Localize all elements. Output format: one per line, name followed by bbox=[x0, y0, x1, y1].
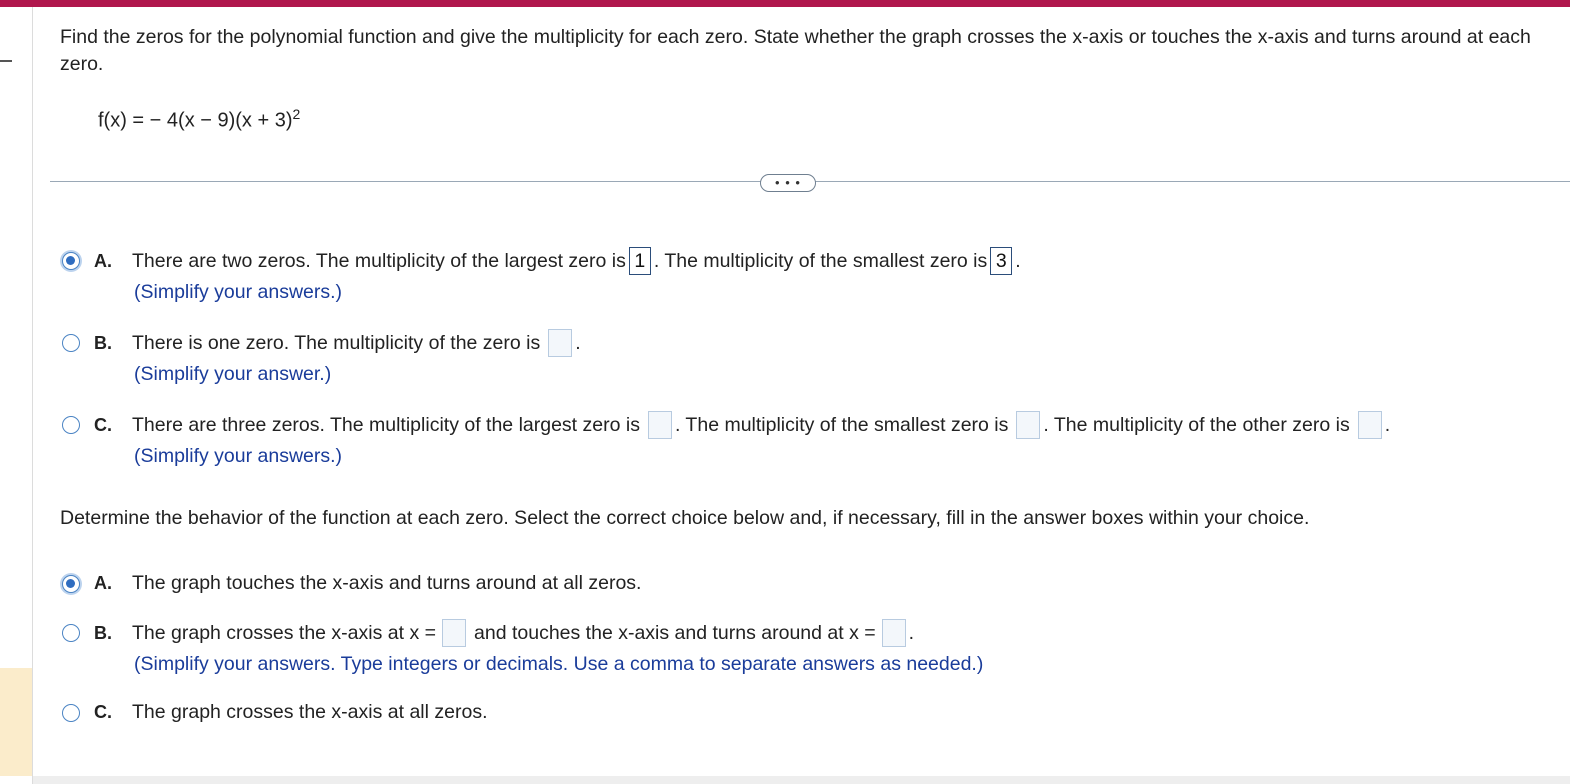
function-expression bbox=[98, 106, 300, 133]
collapse-handle[interactable] bbox=[0, 60, 12, 62]
choice-part1-c[interactable] bbox=[62, 411, 1390, 468]
choice-text: . The multiplicity of the other zero is bbox=[1043, 413, 1350, 436]
answer-box-smallest-multiplicity[interactable] bbox=[1016, 411, 1040, 439]
choice-letter: C. bbox=[94, 702, 112, 722]
choice-part2-c[interactable] bbox=[62, 701, 488, 724]
choice-text: . bbox=[1384, 413, 1391, 436]
choice-hint: (Simplify your answers. Type integers or decimals. Use a comma to separate answers as needed.) bbox=[134, 653, 984, 675]
behavior-prompt: Determine the behavior of the function at each zero. Select the correct choice below and, if necessary, fill in the answer boxes within your choice. bbox=[60, 507, 1310, 529]
choice-part1-b[interactable] bbox=[62, 329, 581, 386]
radio-part1-b[interactable] bbox=[62, 334, 80, 352]
answer-box-crosses-x[interactable] bbox=[442, 619, 466, 647]
answer-box-smallest-multiplicity[interactable]: 3 bbox=[990, 247, 1012, 275]
function-exponent: 2 bbox=[292, 106, 301, 122]
choice-text: and touches the x-axis and turns around at x = bbox=[474, 621, 876, 644]
choice-hint: (Simplify your answers.) bbox=[134, 445, 343, 467]
choice-text: . The multiplicity of the smallest zero is bbox=[674, 413, 1009, 436]
answer-box-largest-multiplicity[interactable] bbox=[648, 411, 672, 439]
answer-box-other-multiplicity[interactable] bbox=[1358, 411, 1382, 439]
radio-part1-c[interactable] bbox=[62, 416, 80, 434]
choice-part2-a[interactable] bbox=[62, 572, 641, 595]
choice-hint: (Simplify your answer.) bbox=[134, 363, 332, 385]
choice-text: There are three zeros. The multiplicity of the largest zero is bbox=[132, 413, 640, 436]
choice-text: The graph crosses the x-axis at all zeros. bbox=[132, 701, 488, 723]
radio-part2-a[interactable] bbox=[62, 575, 80, 593]
choice-text: . bbox=[908, 621, 915, 644]
bottom-band bbox=[33, 776, 1570, 784]
top-accent-bar bbox=[0, 0, 1570, 7]
choice-hint: (Simplify your answers.) bbox=[134, 281, 343, 303]
choice-text: There are two zeros. The multiplicity of the largest zero is bbox=[132, 249, 626, 272]
choice-letter: A. bbox=[94, 573, 112, 593]
choice-text: . bbox=[1015, 249, 1021, 272]
choice-letter: C. bbox=[94, 414, 112, 435]
question-text: Find the zeros for the polynomial function and give the multiplicity for each zero. State whether the graph crosses the x-axis or touches the x-axis and turns around at each zero. bbox=[60, 26, 1531, 75]
choice-text: The graph crosses the x-axis at x = bbox=[132, 621, 437, 644]
answer-box-touches-x[interactable] bbox=[882, 619, 906, 647]
left-side-highlight bbox=[0, 668, 32, 776]
radio-part2-b[interactable] bbox=[62, 624, 80, 642]
answer-box-largest-multiplicity[interactable]: 1 bbox=[629, 247, 651, 275]
choice-text: . bbox=[575, 331, 581, 354]
radio-part2-c[interactable] bbox=[62, 704, 80, 722]
choice-part1-a[interactable] bbox=[62, 247, 1021, 304]
radio-part1-a[interactable] bbox=[62, 252, 80, 270]
choice-letter: B. bbox=[94, 332, 112, 353]
function-text: f(x) = − 4(x − 9)(x + 3) bbox=[98, 109, 293, 132]
choice-letter: A. bbox=[94, 250, 112, 271]
choice-letter: B. bbox=[94, 622, 112, 643]
choice-text: . The multiplicity of the smallest zero is bbox=[653, 249, 988, 272]
choice-part2-b[interactable] bbox=[62, 619, 983, 676]
answer-box-multiplicity[interactable] bbox=[548, 329, 572, 357]
choice-text: There is one zero. The multiplicity of the zero is bbox=[132, 331, 541, 354]
expand-more-button[interactable]: • • • bbox=[760, 174, 816, 192]
choice-text: The graph touches the x-axis and turns around at all zeros. bbox=[132, 572, 642, 594]
